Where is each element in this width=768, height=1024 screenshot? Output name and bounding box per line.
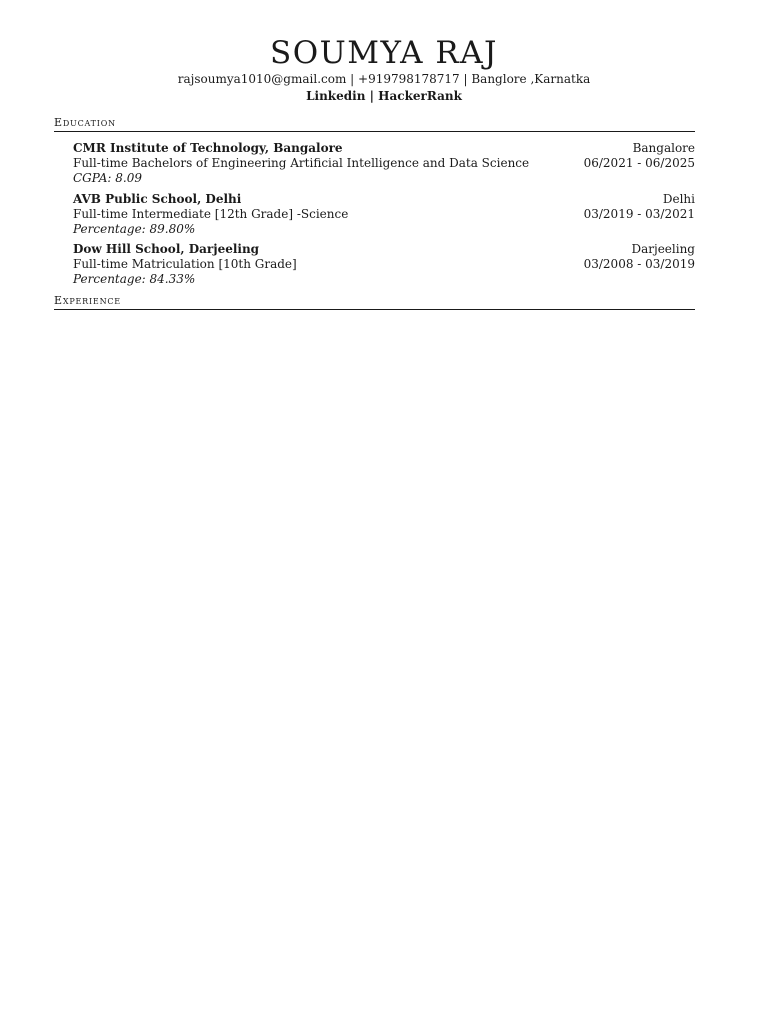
- candidate-name: SOUMYA RAJ: [270, 35, 498, 71]
- section-title-education: Education: [54, 116, 116, 129]
- section-rule: [54, 309, 695, 310]
- school-name: Dow Hill School, Darjeeling: [73, 242, 260, 256]
- score: Percentage: 89.80%: [73, 222, 196, 236]
- hackerrank-link[interactable]: HackerRank: [378, 89, 462, 103]
- profile-links: [0, 88, 768, 104]
- contact-line: rajsoumya1010@gmail.com | +919798178717 | Banglore ,Karnatka: [177, 72, 591, 86]
- linkedin-link[interactable]: Linkedin: [306, 89, 366, 103]
- score: Percentage: 84.33%: [73, 272, 196, 286]
- links-separator: |: [365, 89, 379, 103]
- degree: Full-time Matriculation [10th Grade]: [73, 257, 297, 271]
- score: CGPA: 8.09: [73, 171, 142, 185]
- dates: 03/2008 - 03/2019: [583, 257, 695, 271]
- section-title-experience: Experience: [54, 294, 121, 307]
- school-location: Bangalore: [632, 141, 695, 155]
- school-name: CMR Institute of Technology, Bangalore: [73, 141, 343, 155]
- school-location: Delhi: [662, 192, 695, 206]
- section-rule: [54, 131, 695, 132]
- dates: 06/2021 - 06/2025: [583, 156, 695, 170]
- school-location: Darjeeling: [631, 242, 695, 256]
- degree: Full-time Intermediate [12th Grade] -Science: [73, 207, 349, 221]
- school-name: AVB Public School, Delhi: [73, 192, 242, 206]
- dates: 03/2019 - 03/2021: [583, 207, 695, 221]
- degree: Full-time Bachelors of Engineering Artificial Intelligence and Data Science: [73, 156, 530, 170]
